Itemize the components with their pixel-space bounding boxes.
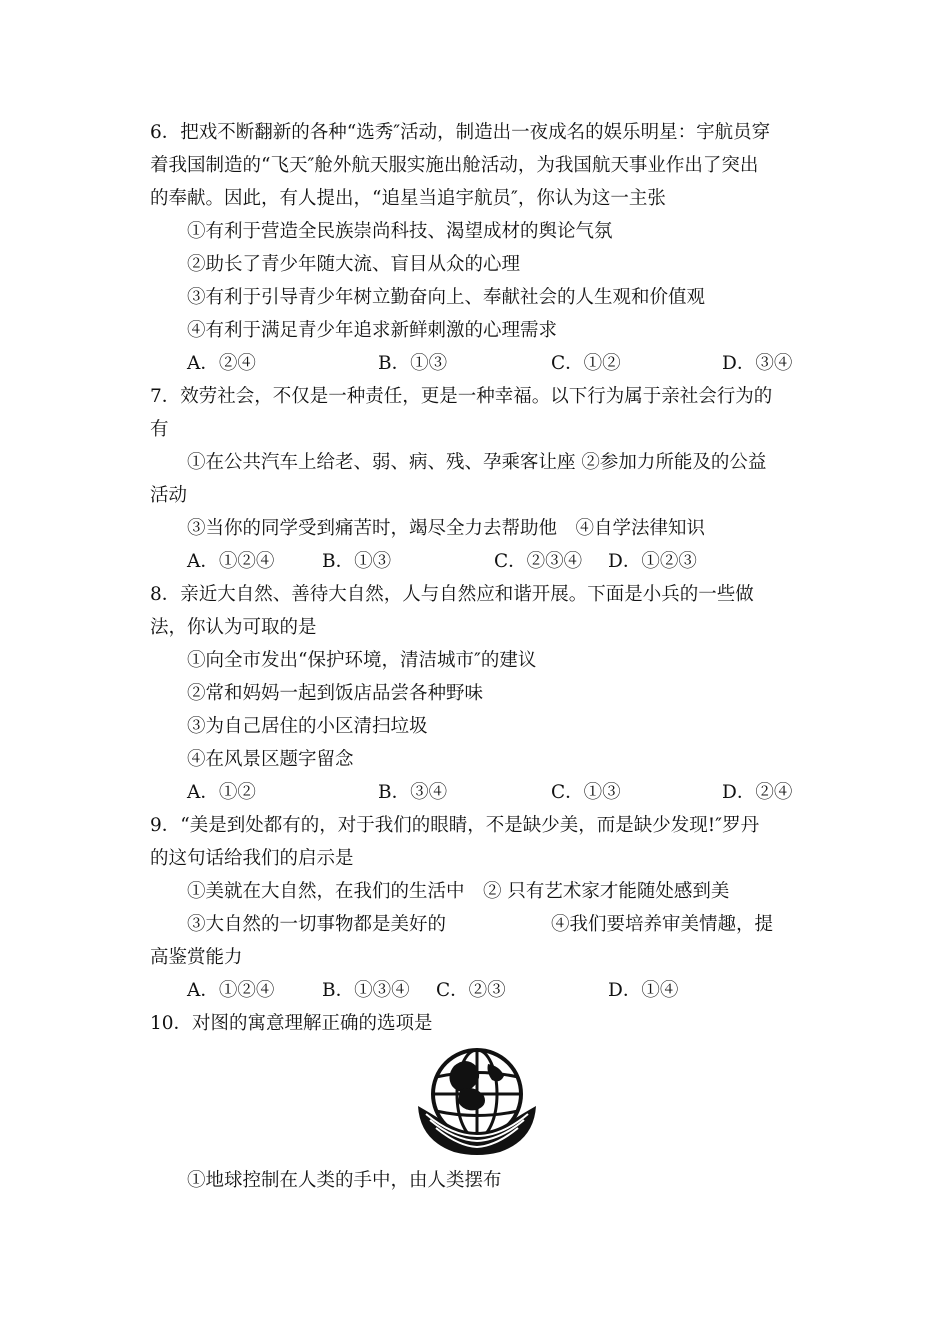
q9-statement-4-cont: 高鉴赏能力 <box>150 947 243 968</box>
q6-option-b: B．①③ <box>378 353 448 374</box>
globe-in-hands-icon <box>414 1044 540 1160</box>
q7-statement-3: ③当你的同学受到痛苦时，竭尽全力去帮助他 ④自学法律知识 <box>187 518 706 539</box>
q9-statement-1-2: ①美就在大自然，在我们的生活中 ② 只有艺术家才能随处感到美 <box>187 881 730 902</box>
q8-statement-3: ③为自己居住的小区清扫垃圾 <box>187 716 428 737</box>
q9-option-a: A．①②④ <box>187 980 275 1001</box>
q6-statement-2: ②助长了青少年随大流、盲目从众的心理 <box>187 254 521 275</box>
q6-option-c: C．①② <box>551 353 621 374</box>
q7-statement-1: ①在公共汽车上给老、弱、病、残、孕乘客让座 ②参加力所能及的公益 <box>187 452 767 473</box>
q7-statement-1-cont: 活动 <box>150 485 188 506</box>
q6-statement-3: ③有利于引导青少年树立勤奋向上、奉献社会的人生观和价值观 <box>187 287 706 308</box>
q10-stem: 10．对图的寓意理解正确的选项是 <box>150 1013 433 1034</box>
q8-option-c: C．①③ <box>551 782 621 803</box>
q6-stem-line-1: 6．把戏不断翻新的各种“选秀″活动，制造出一夜成名的娱乐明星：宇航员穿 <box>150 122 771 143</box>
q8-option-b: B．③④ <box>378 782 448 803</box>
q9-stem-line-1: 9．“美是到处都有的，对于我们的眼睛，不是缺少美，而是缺少发现!″罗丹 <box>150 815 760 836</box>
q8-statement-1: ①向全市发出“保护环境，清洁城市″的建议 <box>187 650 537 671</box>
q8-option-d: D．②④ <box>722 782 793 803</box>
q8-statement-2: ②常和妈妈一起到饭店品尝各种野味 <box>187 683 484 704</box>
q6-option-a: A．②④ <box>187 353 256 374</box>
q6-stem-line-3: 的奉献。因此，有人提出，“追星当追宇航员″，你认为这一主张 <box>150 188 666 209</box>
q6-statement-1: ①有利于营造全民族崇尚科技、渴望成材的舆论气氛 <box>187 221 613 242</box>
q9-option-b: B．①③④ <box>322 980 410 1001</box>
q7-option-d: D．①②③ <box>608 551 697 572</box>
q8-stem-line-1: 8．亲近大自然、善待大自然，人与自然应和谐开展。下面是小兵的一些做 <box>150 584 754 605</box>
q6-option-d: D．③④ <box>722 353 793 374</box>
q6-stem-line-2: 着我国制造的“飞天″舱外航天服实施出舱活动，为我国航天事业作出了突出 <box>150 155 759 176</box>
q9-statement-4: ④我们要培养审美情趣，提 <box>551 914 774 935</box>
q7-option-c: C．②③④ <box>494 551 583 572</box>
q9-stem-line-2: 的这句话给我们的启示是 <box>150 848 354 869</box>
q10-statement-1: ①地球控制在人类的手中，由人类摆布 <box>187 1170 502 1191</box>
q7-option-a: A．①②④ <box>187 551 275 572</box>
q9-option-c: C．②③ <box>436 980 506 1001</box>
q7-stem-line-2: 有 <box>150 419 169 440</box>
q7-option-b: B．①③ <box>322 551 392 572</box>
q8-option-a: A．①② <box>187 782 256 803</box>
q8-statement-4: ④在风景区题字留念 <box>187 749 354 770</box>
q6-statement-4: ④有利于满足青少年追求新鲜刺激的心理需求 <box>187 320 558 341</box>
q9-option-d: D．①④ <box>608 980 679 1001</box>
q9-statement-3: ③大自然的一切事物都是美好的 <box>187 914 447 935</box>
q8-stem-line-2: 法，你认为可取的是 <box>150 617 317 638</box>
q7-stem-line-1: 7．效劳社会，不仅是一种责任，更是一种幸福。以下行为属于亲社会行为的 <box>150 386 773 407</box>
